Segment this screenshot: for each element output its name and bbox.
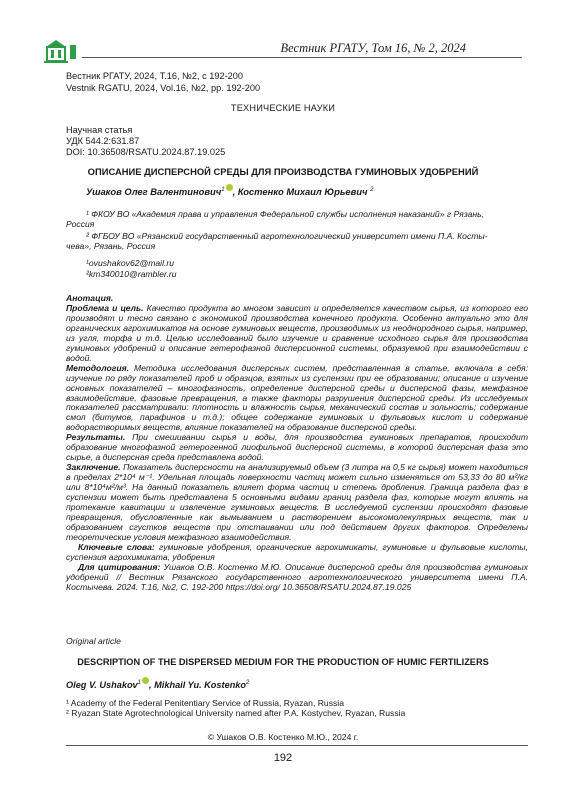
abstract-conclusion: Заключение. Показатель дисперсности на анализируемый объем (3 литра на 0,5 кг сырья) может находиться в пределах 2*10⁴ м⁻¹. Удельная площадь поверхности частиц может сильно изменяться от 53,33 до 80 м²/кг или 8*10⁴м²/м³. На данный показатель влияет форма частиц и степень дробления. Граница раздела фаз в суспензии может быть представлена 5 основными видами границ раздела фаз, которые могут влиять на протекание кавитации и извлечение гуминовых веществ. В исследуемой суспензии происходят фазовые превращения, обусловленные как вымыванием и растворением высокомолекулярных веществ, так и образованием сгустков веществ при отстаивании или под действием других факторов. Определены теоретические условия межфазного взаимодействия.: [66, 462, 528, 542]
original-article-label: Original article: [66, 636, 121, 646]
copyright: © Ушаков О.В. Костенко М.Ю., 2024 г.: [207, 732, 359, 742]
affiliation-2: ² ФГБОУ ВО «Рязанский государственный агротехнологический университет имени П.А. Косты- чева», Рязань, Россия: [66, 231, 488, 252]
affiliation-en-1: ¹ Academy of the Federal Penitentiary Service of Russia, Ryazan, Russia: [66, 698, 344, 708]
english-title: DESCRIPTION OF THE DISPERSED MEDIUM FOR THE PRODUCTION OF HUMIC FERTILIZERS: [77, 657, 489, 667]
section-title: ТЕХНИЧЕСКИЕ НАУКИ: [230, 103, 336, 113]
page-number: 192: [273, 752, 293, 764]
author-1: Ушаков Олег Валентинович: [86, 186, 222, 198]
header-divider: [82, 57, 522, 58]
abstract-problem: Проблема и цель. Качество продукта во многом зависит и определяется качеством сырья, из которого его производят и тесно связано с экономикой производства конечного продукта. Особенно актуально это для органических агрохимикатов на основе гуминовых веществ, производимых из неоднородного сырья, например, из угля, торфа и т.д. Целью исследований было изучение и сравнение исходного сырья для производства гуминовых удобрений и описание гетерофазной дисперсионной системы, образуемой при взаимодействии с водой.: [66, 302, 528, 363]
doi[interactable]: DOI: 10.36508/RSATU.2024.87.19.025: [66, 147, 226, 158]
author-en-1-sup: 1: [137, 680, 142, 686]
author-en-2-sup: 2: [246, 680, 250, 686]
abstract-methodology: Методология. Методика исследования дисперсных систем, представленная в статье, включала в себя: изучение по ряду показателей проб и образцов, взятых из суспензии при ее образовании; описание и изучение основных показателей – многофазность, определение дисперсной среды и дисперсной фазы, межфазное взаимодействие, фазовые превращения, а также факторы разрушения дисперсной среды. Из исследуемых показателей рассматривали: плотность и влажность сырья, механический состав и зольность; содержание смол (битумов, парафинов и т.д.); общее содержание гуминовых и фульвовых кислот и содержание водорастворимых веществ, влияние показателей на образование дисперсной среды.: [66, 362, 528, 433]
reference-ru: Вестник РГАТУ, 2024, Т.16, №2, с 192-200: [66, 71, 243, 81]
reference-en: Vestnik RGATU, 2024, Vol.16, №2, pp. 192-200: [66, 82, 261, 93]
email-2[interactable]: ²km340010@rambler.ru: [86, 269, 177, 279]
author-en-sep: ,: [149, 680, 152, 691]
journal-logo-icon: [40, 37, 80, 65]
citation-reference: [66, 71, 260, 94]
affiliations-en: [66, 698, 405, 719]
author-sep: ,: [232, 186, 236, 198]
article-title: ОПИСАНИЕ ДИСПЕРСНОЙ СРЕДЫ ДЛЯ ПРОИЗВОДСТВА ГУМИНОВЫХ УДОБРЕНИЙ: [87, 166, 479, 177]
author-2-sup: 2: [370, 187, 374, 193]
affiliation-en-2: ² Ryazan State Agrotechnological University named after P.A. Kostychev, Ryazan, Russia: [66, 708, 406, 719]
authors-ru: [86, 184, 373, 197]
udk-code: УДК 544.2:631.87: [66, 136, 140, 147]
abstract-heading: Анотация.: [66, 293, 114, 303]
footer-divider: [66, 745, 528, 746]
email-1[interactable]: ¹ovushakov62@mail.ru: [86, 258, 175, 268]
author-en-1: Oleg V. Ushakov: [66, 680, 138, 691]
article-type: Научная статья: [66, 125, 133, 135]
keywords: Ключевые слова: гуминовые удобрения, органические агрохимикаты, гуминовые и фульвовые кислоты, суспензия агрохимиката, удобрения: [66, 541, 528, 562]
authors-en: [66, 677, 249, 690]
author-1-sup: 1: [221, 187, 225, 193]
article-meta: [66, 125, 225, 159]
affiliation-1: ¹ ФКОУ ВО «Академия права и управления Федеральной службы исполнения наказаний» г Рязань, Россия: [66, 209, 485, 230]
abstract: [66, 294, 528, 593]
orcid-icon[interactable]: [226, 184, 233, 191]
orcid-icon[interactable]: [142, 677, 149, 684]
author-en-2: Mikhail Yu. Kostenko: [154, 680, 247, 691]
journal-header-title: Вестник РГАТУ, Том 16, № 2, 2024: [280, 41, 466, 55]
citation: Для цитирования: Ушаков О.В. Костенко М.Ю. Описание дисперсной среды для производства гуминовых удобрений // Вестник Рязанского государственного агротехнологического университета имени П.А. Костычева. 2024. Т.16, №2, С. 192-200 https://doi.org/ 10.36508/RSATU.2024.87.19.025: [66, 561, 528, 592]
author-2: Костенко Михаил Юрьевич: [237, 186, 368, 198]
abstract-results: Результаты. При смешивании сырья и воды, для производства гуминовых препаратов, происходит образование многофазной гетерогенной лиофильной дисперсной системы, в которой дисперсная фаза это сырье, а дисперсная среда представлена водой.: [66, 432, 528, 463]
